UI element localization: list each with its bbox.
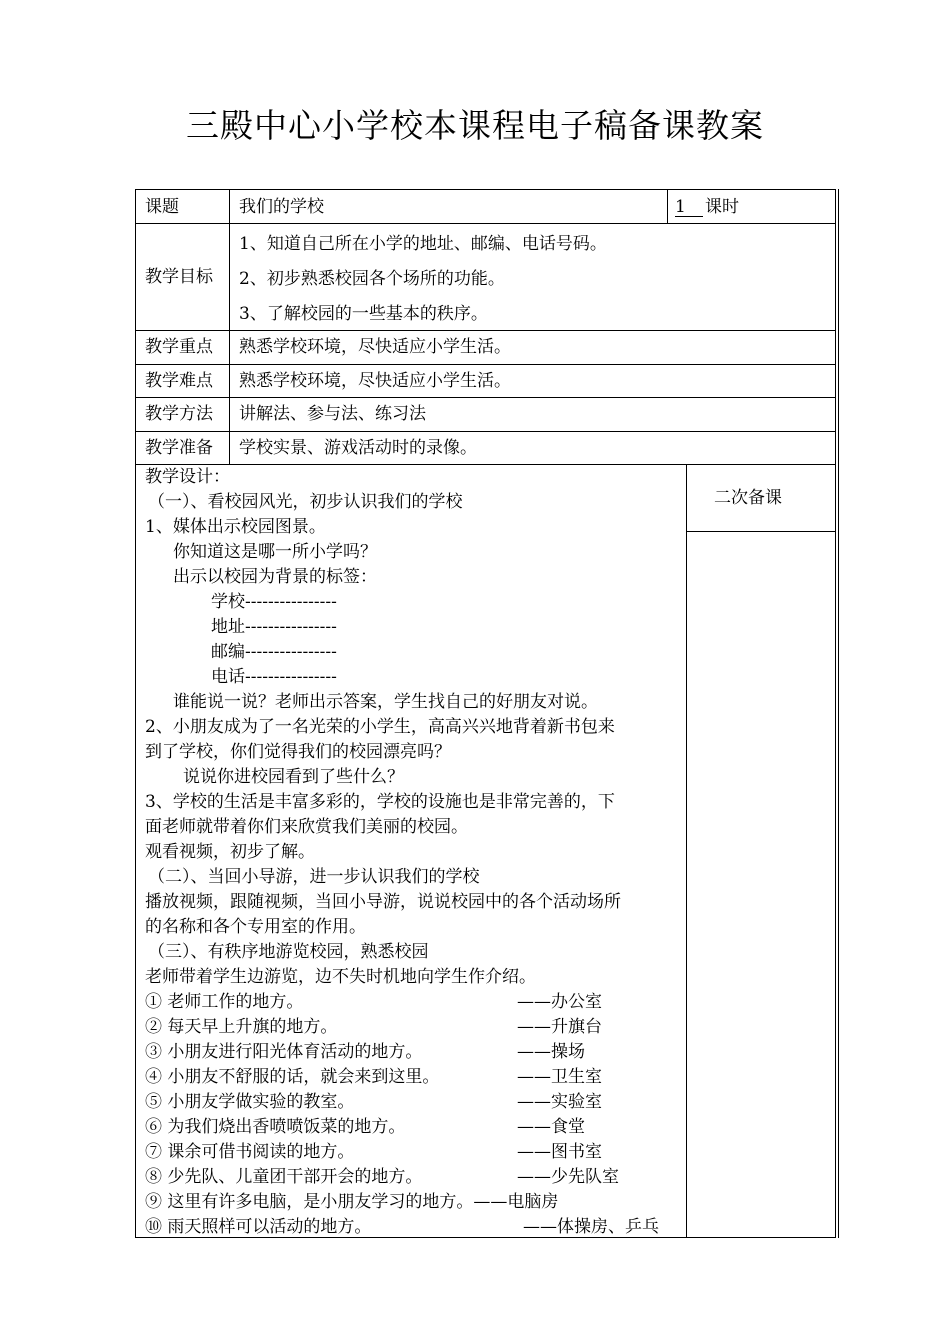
list-item-text: ③ 小朋友进行阳光体育活动的地方。 bbox=[145, 1042, 423, 1062]
list-item bbox=[145, 1190, 685, 1215]
list-item bbox=[145, 1090, 685, 1115]
goal-item: 2、初步熟悉校园各个场所的功能。 bbox=[239, 269, 505, 289]
list-item-text: ① 老师工作的地方。 bbox=[145, 992, 304, 1012]
list-item-dest: ——实验室 bbox=[517, 1092, 602, 1112]
label-address: 地址---------------- bbox=[211, 617, 337, 637]
list-item bbox=[145, 990, 685, 1015]
preparation-value: 学校实景、游戏活动时的录像。 bbox=[239, 438, 477, 458]
list-item bbox=[145, 1165, 685, 1190]
design-line: 到了学校，你们觉得我们的校园漂亮吗？ bbox=[145, 742, 451, 762]
list-item bbox=[145, 1015, 685, 1040]
design-line: 说说你进校园看到了些什么？ bbox=[183, 767, 404, 787]
topic-label: 课题 bbox=[145, 197, 179, 217]
list-item bbox=[145, 1115, 685, 1140]
list-item bbox=[145, 1140, 685, 1165]
list-item-text: ④ 小朋友不舒服的话，就会来到这里。 bbox=[145, 1067, 440, 1087]
list-item bbox=[145, 1040, 685, 1065]
goal-item: 3、了解校园的一些基本的秩序。 bbox=[239, 304, 488, 324]
section-heading: （二）、当回小导游，进一步认识我们的学校 bbox=[148, 867, 480, 887]
list-item-dest: ——体操房、乒乓 bbox=[523, 1217, 659, 1237]
section-heading: （三）、有秩序地游览校园，熟悉校园 bbox=[148, 942, 429, 962]
design-line: 2、小朋友成为了一名光荣的小学生，高高兴兴地背着新书包来 bbox=[145, 717, 615, 737]
label-phone: 电话---------------- bbox=[211, 667, 337, 687]
goal-item: 1、知道自己所在小学的地址、邮编、电话号码。 bbox=[239, 234, 607, 254]
design-section bbox=[145, 465, 685, 1240]
label-school: 学校---------------- bbox=[211, 592, 337, 612]
goals-label: 教学目标 bbox=[145, 267, 213, 287]
key-points-value: 熟悉学校环境，尽快适应小学生活。 bbox=[239, 337, 511, 357]
design-line: 1、媒体出示校园图景。 bbox=[145, 517, 326, 537]
methods-value: 讲解法、参与法、练习法 bbox=[239, 404, 426, 424]
list-item bbox=[145, 1215, 685, 1240]
list-item-text: ② 每天早上升旗的地方。 bbox=[145, 1017, 338, 1037]
label-postcode: 邮编---------------- bbox=[211, 642, 337, 662]
design-line: 出示以校园为背景的标签： bbox=[173, 567, 377, 587]
list-item-dest: ——操场 bbox=[517, 1042, 585, 1062]
preparation-label: 教学准备 bbox=[145, 438, 213, 458]
key-points-label: 教学重点 bbox=[145, 337, 213, 357]
list-item-text: ⑨ 这里有许多电脑，是小朋友学习的地方。——电脑房 bbox=[145, 1192, 559, 1212]
design-line: 谁能说一说？老师出示答案，学生找自己的好朋友对说。 bbox=[173, 692, 598, 712]
design-line: 播放视频，跟随视频，当回小导游，说说校园中的各个活动场所 bbox=[145, 892, 621, 912]
list-item-text: ⑤ 小朋友学做实验的教室。 bbox=[145, 1092, 355, 1112]
list-item-text: ⑥ 为我们烧出香喷喷饭菜的地方。 bbox=[145, 1117, 406, 1137]
list-item-dest: ——办公室 bbox=[517, 992, 602, 1012]
page-title: 三殿中心小学校本课程电子稿备课教案 bbox=[186, 106, 764, 145]
list-item bbox=[145, 1065, 685, 1090]
design-line: 你知道这是哪一所小学吗？ bbox=[173, 542, 377, 562]
topic-value: 我们的学校 bbox=[239, 197, 324, 217]
list-item-text: ⑩ 雨天照样可以活动的地方。 bbox=[145, 1217, 372, 1237]
difficulties-value: 熟悉学校环境，尽快适应小学生活。 bbox=[239, 371, 511, 391]
period-label: 课时 bbox=[705, 197, 739, 217]
period-number: 1 bbox=[675, 198, 703, 217]
list-item-text: ⑦ 课余可借书阅读的地方。 bbox=[145, 1142, 355, 1162]
list-item-dest: ——少先队室 bbox=[517, 1167, 619, 1187]
design-line: 面老师就带着你们来欣赏我们美丽的校园。 bbox=[145, 817, 468, 837]
list-item-dest: ——卫生室 bbox=[517, 1067, 602, 1087]
period-field bbox=[675, 197, 739, 217]
list-item-text: ⑧ 少先队、儿童团干部开会的地方。 bbox=[145, 1167, 423, 1187]
secondary-prep-label: 二次备课 bbox=[714, 488, 782, 508]
design-line: 3、学校的生活是丰富多彩的，学校的设施也是非常完善的，下 bbox=[145, 792, 615, 812]
section-heading: （一）、看校园风光，初步认识我们的学校 bbox=[148, 492, 463, 512]
design-line: 老师带着学生边游览，边不失时机地向学生作介绍。 bbox=[145, 967, 536, 987]
design-heading: 教学设计： bbox=[145, 467, 230, 487]
design-line: 观看视频，初步了解。 bbox=[145, 842, 315, 862]
design-line: 的名称和各个专用室的作用。 bbox=[145, 917, 366, 937]
difficulties-label: 教学难点 bbox=[145, 371, 213, 391]
methods-label: 教学方法 bbox=[145, 404, 213, 424]
list-item-dest: ——升旗台 bbox=[517, 1017, 602, 1037]
list-item-dest: ——图书室 bbox=[517, 1142, 602, 1162]
list-item-dest: ——食堂 bbox=[517, 1117, 585, 1137]
